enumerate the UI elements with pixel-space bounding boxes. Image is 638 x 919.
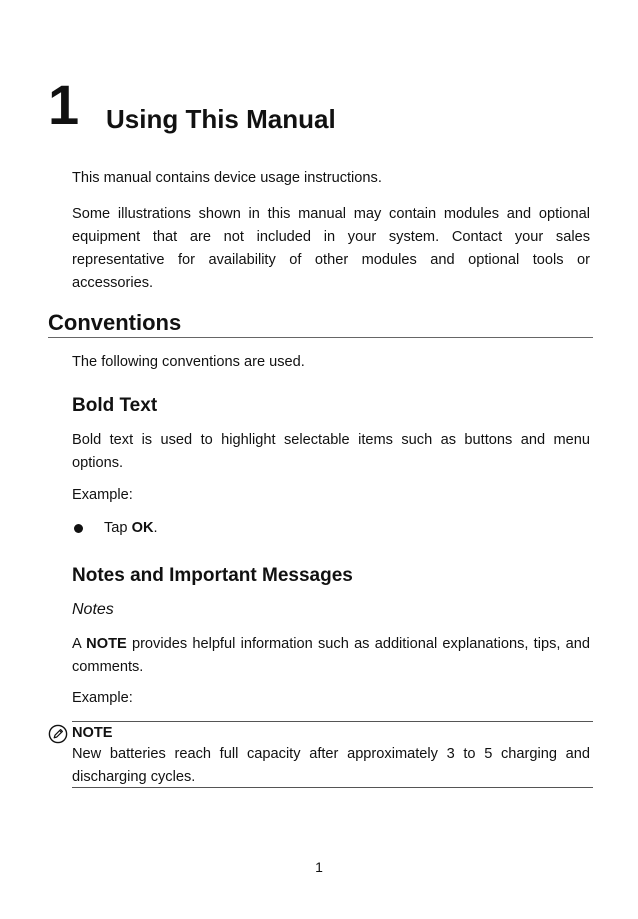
- bullet-icon: [74, 524, 83, 533]
- intro-paragraph-1: This manual contains device usage instructions.: [72, 170, 382, 186]
- bold-text-example-label: Example:: [72, 487, 133, 503]
- bullet-item: [104, 517, 158, 540]
- pencil-icon: [48, 724, 68, 744]
- notes-description: [72, 633, 590, 679]
- bold-text-description: Bold text is used to highlight selectable items such as buttons and menu options.: [72, 432, 590, 471]
- conventions-intro: The following conventions are used.: [72, 354, 305, 370]
- chapter-number: 1: [48, 73, 80, 136]
- bullet-prefix: Tap: [104, 520, 132, 536]
- notes-subheading: Notes: [72, 601, 114, 618]
- page-number: 1: [315, 859, 323, 875]
- notes-desc-bold: NOTE: [86, 636, 127, 652]
- note-label: NOTE: [72, 725, 113, 741]
- notes-messages-heading: Notes and Important Messages: [72, 565, 353, 586]
- bullet-bold-ok: OK: [131, 520, 154, 536]
- notes-desc-suffix: provides helpful information such as additional explanations, tips, and comments.: [72, 636, 591, 675]
- notes-example-label: Example:: [72, 690, 133, 706]
- intro-paragraph-2: Some illustrations shown in this manual may contain modules and optional equipment that are not included in your system. Contact your sales representative for availability of other modules and optional tools or accessories.: [72, 206, 590, 291]
- bullet-suffix: .: [153, 520, 158, 536]
- conventions-divider: [48, 337, 593, 338]
- conventions-heading: Conventions: [48, 310, 182, 335]
- chapter-title: Using This Manual: [106, 104, 336, 134]
- notes-desc-prefix: A: [72, 636, 87, 652]
- note-top-rule: [72, 721, 593, 722]
- note-bottom-rule: [72, 787, 593, 788]
- bold-text-heading: Bold Text: [72, 395, 158, 416]
- note-body: New batteries reach full capacity after approximately 3 to 5 charging and discharging cycles.: [72, 746, 590, 785]
